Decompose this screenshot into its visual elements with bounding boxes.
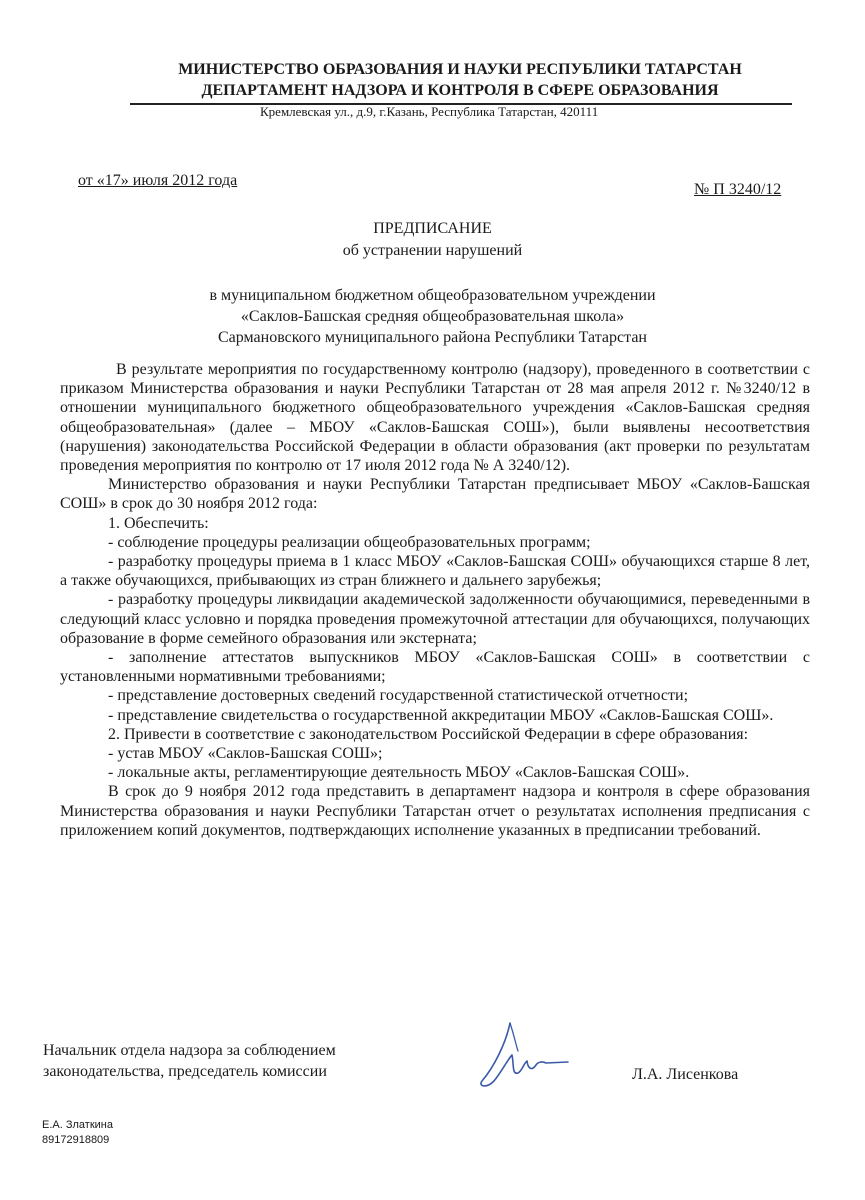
- deadline-paragraph: В срок до 9 ноября 2012 года представить в департамент надзора и контроля в сфере образования Министерства образования и науки Республики Татарстан отчет о результатах исполнения предписания с приложением копий документов, подтверждающих исполнение указанных в предписании требований.: [60, 783, 810, 839]
- signer-position: [43, 1040, 336, 1082]
- document-subtitle: об устранении нарушений: [342, 242, 523, 259]
- signer-name: Л.А. Лисенкова: [632, 1066, 739, 1083]
- handwritten-signature: [472, 1015, 582, 1095]
- document-body: [60, 360, 810, 840]
- institution-line-1: в муниципальном бюджетном общеобразовательном учреждении: [209, 287, 656, 304]
- executor-name: Е.А. Златкина: [42, 1119, 113, 1131]
- institution-line-2: «Саклов-Башская средняя общеобразовательная школа»: [240, 308, 625, 325]
- item-1-c: - разработку процедуры ликвидации академической задолженности обучающимися, переведенными в следующий класс условно и порядка проведения промежуточной аттестации для обучающихся, получающих образование в форме семейного образования или экстерната;: [60, 591, 810, 647]
- item-1-f: - представление свидетельства о государственной аккредитации МБОУ «Саклов-Башская СОШ».: [108, 706, 774, 724]
- item-1-b: - разработку процедуры приема в 1 класс МБОУ «Саклов-Башская СОШ» обучающихся старше 8 лет, а также обучающихся, прибывающих из стран ближнего и дальнего зарубежья;: [60, 553, 810, 590]
- intro-paragraph: В результате мероприятия по государственному контролю (надзору), проведенного в соответствии с приказом Министерства образования и науки Республики Татарстан от 28 мая апреля 2012 г. №3240/12 в отношении муниципального бюджетного общеобразовательного учреждения «Саклов-Башская средняя общеобразовательная» (далее – МБОУ «Саклов-Башская СОШ»), были выявлены несоответствия (нарушения) законодательства Российской Федерации в области образования (акт проверки по результатам проведения мероприятия по контролю от 17 июля 2012 года № А 3240/12).: [60, 361, 810, 475]
- signer-position-line-1: Начальник отдела надзора за соблюдением: [43, 1042, 336, 1059]
- item-1-e: - представление достоверных сведений государственной статистической отчетности;: [108, 687, 689, 705]
- address: Кремлевская ул., д.9, г.Казань, Республика Татарстан, 420111: [260, 104, 599, 119]
- item-1-a: - соблюдение процедуры реализации общеобразовательных программ;: [108, 533, 591, 551]
- signer-position-line-2: законодательства, председатель комиссии: [43, 1063, 327, 1080]
- ministry-name: МИНИСТЕРСТВО ОБРАЗОВАНИЯ И НАУКИ РЕСПУБЛИКИ ТАТАРСТАН: [178, 61, 742, 78]
- department-name: ДЕПАРТАМЕНТ НАДЗОРА И КОНТРОЛЯ В СФЕРЕ ОБРАЗОВАНИЯ: [201, 82, 719, 99]
- directive-paragraph: Министерство образования и науки Республики Татарстан предписывает МБОУ «Саклов-Башская СОШ» в срок до 30 ноября 2012 года:: [60, 476, 810, 513]
- document-title: ПРЕДПИСАНИЕ: [373, 220, 492, 237]
- item-1-title: 1. Обеспечить:: [108, 514, 209, 532]
- document-date: от «17» июля 2012 года: [78, 172, 238, 189]
- institution-line-3: Сармановского муниципального района Республики Татарстан: [218, 329, 647, 346]
- document-number: № П 3240/12: [694, 181, 782, 198]
- executor-info: [42, 1118, 113, 1148]
- item-2-a: - устав МБОУ «Саклов-Башская СОШ»;: [108, 745, 383, 763]
- item-2-title: 2. Привести в соответствие с законодательством Российской Федерации в сфере образования:: [108, 725, 749, 743]
- item-1-d: - заполнение аттестатов выпускников МБОУ «Саклов-Башская СОШ» в соответствии с установленными нормативными требованиями;: [60, 649, 810, 686]
- executor-phone: 89172918809: [42, 1134, 110, 1146]
- item-2-b: - локальные акты, регламентирующие деятельность МБОУ «Саклов-Башская СОШ».: [108, 764, 690, 782]
